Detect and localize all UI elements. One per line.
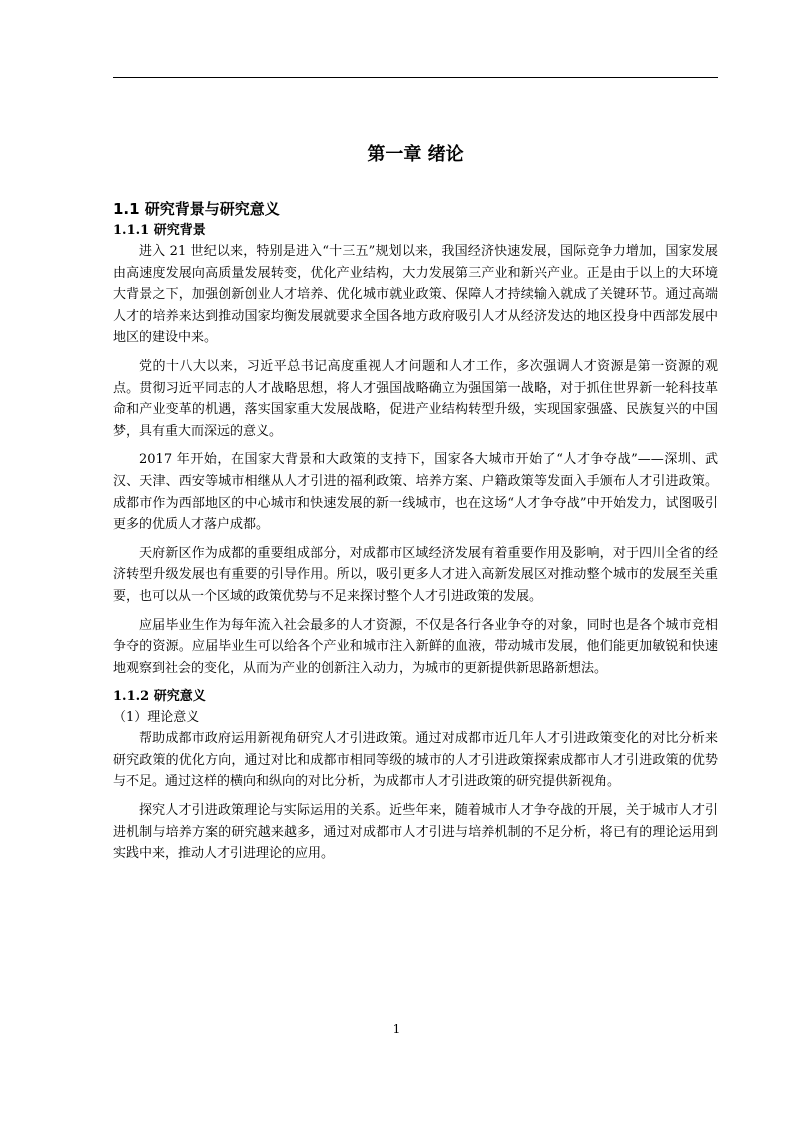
page-number: 1: [392, 1022, 401, 1036]
section-heading-1-1-1: 1.1.1 研究背景: [113, 223, 206, 238]
background-paragraph-1: 进入 21 世纪以来，特别是进入“十三五”规划以来，我国经济快速发展，国际竞争力增加，国家发展由高速度发展向高质量发展转变，优化产业结构，大力发展第三产业和新兴产业。正是由于以上的大环境大背景之下，加强创新创业人才培养、优化城市就业政策、保障人才持续输入就成了关键环节。通过高端人才的培养来达到推动国家均衡发展就要求全国各地方政府吸引人才从经济发达的地区投身中西部发展中地区的建设中来。: [113, 244, 718, 346]
section-heading-1-1: 1.1 研究背景与研究意义: [113, 200, 280, 218]
background-paragraph-2: 党的十八大以来，习近平总书记高度重视人才问题和人才工作，多次强调人才资源是第一资源的观点。贯彻习近平同志的人才战略思想，将人才强国战略确立为强国第一战略，对于抓住世界新一轮科技革命和产业变革的机遇，落实国家重大发展战略，促进产业结构转型升级，实现国家强盛、民族复兴的中国梦，具有重大而深远的意义。: [113, 358, 718, 439]
subsection-theory: （1）理论意义: [113, 710, 200, 726]
section-heading-1-1-2: 1.1.2 研究意义: [113, 689, 206, 705]
background-paragraph-5: 应届毕业生作为每年流入社会最多的人才资源，不仅是各行各业争夺的对象，同时也是各个城市竞相争夺的资源。应届毕业生可以给各个产业和城市注入新鲜的血液，带动城市发展，他们能更加敏锐和快速地观察到社会的变化，从而为产业的创新注入动力，为城市的更新提供新思路新想法。: [113, 617, 718, 676]
background-paragraph-3: 2017 年开始，在国家大背景和大政策的支持下，国家各大城市开始了“人才争夺战”——深圳、武汉、天津、西安等城市相继从人才引进的福利政策、培养方案、户籍政策等发面入手颁布人才引进政策。成都市作为西部地区的中心城市和快速发展的新一线城市，也在这场“人才争夺战”中开始发力，试图吸引更多的优质人才落户成都。: [113, 452, 718, 533]
significance-paragraph-1: 帮助成都市政府运用新视角研究人才引进政策。通过对成都市近几年人才引进政策变化的对比分析来研究政策的优化方向，通过对比和成都市相同等级的城市的人才引进政策探索成都市人才引进政策的优势与不足。通过这样的横向和纵向的对比分析，为成都市人才引进政策的研究提供新视角。: [113, 731, 718, 790]
header-rule: [113, 77, 718, 78]
background-paragraph-4: 天府新区作为成都的重要组成部分，对成都市区域经济发展有着重要作用及影响，对于四川全省的经济转型升级发展也有重要的引导作用。所以，吸引更多人才进入高新发展区对推动整个城市的发展至关重要，也可以从一个区域的政策优势与不足来探讨整个人才引进政策的发展。: [113, 545, 718, 604]
significance-paragraph-2: 探究人才引进政策理论与实际运用的关系。近些年来，随着城市人才争夺战的开展，关于城市人才引进机制与培养方案的研究越来越多，通过对成都市人才引进与培养机制的不足分析，将已有的理论运用到实践中来，推动人才引进理论的应用。: [113, 803, 718, 862]
page-content: [113, 140, 718, 872]
chapter-title: 第一章 绪论: [367, 144, 464, 165]
